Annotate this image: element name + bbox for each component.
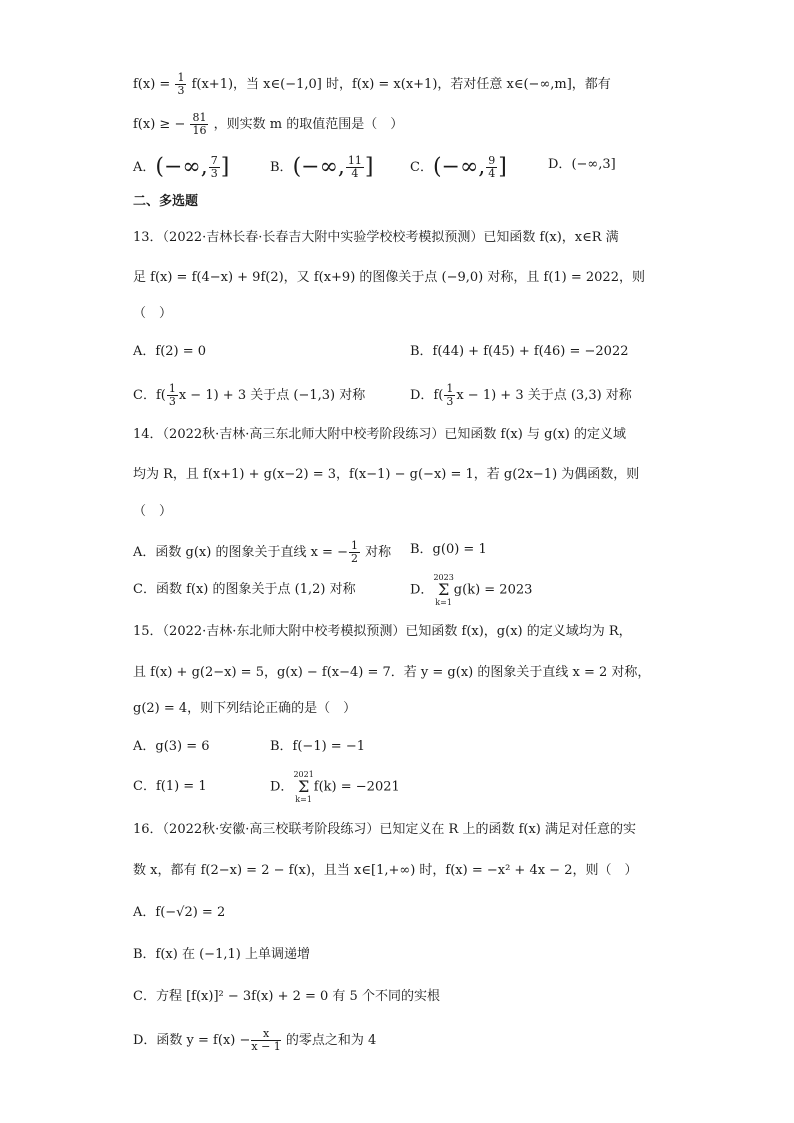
option-pre: D．函数 y = f(x) − [133, 1033, 251, 1048]
option-pre: f( [433, 388, 444, 403]
q13-option-d[interactable] [410, 383, 632, 408]
option-post: ] [498, 154, 507, 180]
q12-option-d[interactable] [548, 155, 616, 175]
option-pre: A．函数 g(x) 的图象关于直线 x = − [133, 545, 348, 560]
frac-den: 3 [210, 167, 218, 180]
q13-option-c[interactable] [133, 383, 365, 408]
option-post: 对称 [360, 545, 392, 560]
q12-fraction-2 [190, 112, 208, 137]
frac-den: 16 [192, 124, 207, 137]
sum-lower: k=1 [435, 598, 452, 607]
summation-sign [433, 573, 453, 607]
q14-option-a[interactable] [133, 540, 391, 565]
option-fraction [349, 540, 360, 565]
option-post: f(k) = −2021 [313, 779, 400, 795]
option-label: A． [133, 160, 156, 175]
q16-option-b[interactable]: B．f(x) 在 (−1,1) 上单调递增 [133, 947, 310, 962]
frac-den: 3 [446, 395, 454, 408]
q13-option-a[interactable]: A．f(2) = 0 [133, 344, 207, 359]
option-label: D． [548, 157, 572, 172]
frac-den: 2 [350, 552, 358, 565]
summation-sign [293, 770, 313, 804]
option-post: x − 1) + 3 关于点 (−1,3) 对称 [178, 388, 366, 403]
option-post: ] [364, 154, 374, 180]
sigma-icon: Σ [297, 777, 310, 796]
q12-line2-b: ，则实数 m 的取值范围是（ ） [213, 117, 404, 132]
option-fraction [346, 155, 364, 180]
q15-option-b[interactable]: B．f(−1) = −1 [270, 739, 365, 754]
frac-num: 1 [177, 71, 185, 84]
q12-fraction-1 [175, 72, 186, 97]
option-post: ] [220, 154, 230, 180]
frac-num: 81 [192, 111, 207, 124]
option-label: D． [410, 388, 434, 403]
sum-lower: k=1 [295, 795, 312, 804]
option-fraction [444, 383, 455, 408]
option-fraction [209, 155, 220, 180]
frac-den: 4 [488, 167, 496, 180]
q12-option-a[interactable] [133, 155, 229, 180]
q15-line-2: 且 f(x) + g(2−x) = 5，g(x) − f(x−4) = 7．若 y = g(x) 的图象关于直线 x = 2 对称， [133, 665, 651, 680]
frac-num: x [251, 1028, 280, 1041]
q12-line1-b: f(x+1)，当 x∈(−1,0] 时，f(x) = x(x+1)，若对任意 x∈(−∞,m]，都有 [191, 77, 611, 92]
q15-option-d[interactable] [270, 770, 400, 804]
option-fraction [167, 383, 178, 408]
frac-den: 3 [168, 395, 176, 408]
q13-line-3: （ ） [133, 306, 173, 321]
q14-option-d[interactable] [410, 573, 532, 607]
option-label: C． [410, 160, 433, 175]
section-title: 二、多选题 [133, 194, 199, 209]
sum-upper: 2023 [433, 573, 454, 582]
sum-upper: 2021 [293, 770, 314, 779]
option-label: D． [270, 779, 294, 795]
frac-num: 1 [350, 539, 358, 552]
frac-num: 11 [347, 154, 362, 167]
option-label: D． [410, 582, 434, 598]
q14-line-1: 14．（2022秋·吉林·高三东北师大附中校考阶段练习）已知函数 f(x) 与 g(x) 的定义域 [133, 427, 627, 442]
q16-option-d[interactable] [133, 1028, 376, 1053]
option-post: x − 1) + 3 关于点 (3,3) 对称 [456, 388, 632, 403]
q14-line-2: 均为 R，且 f(x+1) + g(x−2) = 3，f(x−1) − g(−x) = 1，若 g(2x−1) 为偶函数，则 [133, 467, 640, 482]
option-pre: (−∞, [432, 154, 486, 180]
q13-line-1: 13．（2022·吉林长春·长春吉大附中实验学校校考模拟预测）已知函数 f(x)，x∈R 满 [133, 230, 619, 245]
option-fraction [251, 1028, 280, 1053]
q16-line-2: 数 x，都有 f(2−x) = 2 − f(x)，且当 x∈[1,+∞) 时，f(x) = −x² + 4x − 2，则（ ） [133, 863, 638, 878]
frac-num: 1 [446, 382, 454, 395]
q12-line-2 [133, 112, 403, 137]
q14-line-3: （ ） [133, 504, 173, 519]
option-post: g(k) = 2023 [453, 582, 533, 598]
frac-num: 1 [168, 382, 176, 395]
option-fraction [486, 155, 497, 180]
option-post: 的零点之和为 4 [281, 1033, 377, 1048]
option-pre: f( [155, 388, 166, 403]
q15-option-a[interactable]: A．g(3) = 6 [133, 739, 210, 754]
q14-option-b[interactable]: B．g(0) = 1 [410, 542, 487, 557]
frac-den: 3 [177, 84, 185, 97]
frac-den: x − 1 [251, 1040, 281, 1053]
frac-den: 4 [351, 167, 359, 180]
option-pre: (−∞, [155, 154, 208, 180]
q16-line-1: 16．（2022秋·安徽·高三校联考阶段练习）已知定义在 R 上的函数 f(x) 满足对任意的实 [133, 822, 636, 837]
q15-line-1: 15．（2022·吉林·东北师大附中校考模拟预测）已知函数 f(x)，g(x) 的定义域均为 R， [133, 624, 632, 639]
option-pre: (−∞, [292, 154, 345, 180]
q12-line2-a: f(x) ≥ − [133, 117, 186, 132]
frac-num: 7 [210, 154, 218, 167]
q16-option-a[interactable]: A．f(−√2) = 2 [133, 905, 226, 920]
q12-option-b[interactable] [270, 155, 374, 180]
q15-option-c[interactable]: C．f(1) = 1 [133, 779, 207, 794]
q13-line-2: 足 f(x) = f(4−x) + 9f(2)，又 f(x+9) 的图像关于点 (−9,0) 对称，且 f(1) = 2022，则 [133, 270, 645, 285]
q12-line-1 [133, 72, 611, 97]
option-text: (−∞,3] [571, 157, 616, 172]
option-label: B． [270, 160, 293, 175]
q14-option-c[interactable]: C．函数 f(x) 的图象关于点 (1,2) 对称 [133, 582, 356, 597]
frac-num: 9 [488, 154, 496, 167]
sigma-icon: Σ [437, 580, 450, 599]
q15-line-3: g(2) = 4，则下列结论正确的是（ ） [133, 701, 357, 716]
q12-option-c[interactable] [410, 155, 507, 180]
q16-option-c[interactable]: C．方程 [f(x)]² − 3f(x) + 2 = 0 有 5 个不同的实根 [133, 989, 440, 1004]
q13-option-b[interactable]: B．f(44) + f(45) + f(46) = −2022 [410, 344, 629, 359]
q12-line1-a: f(x) = [133, 77, 171, 92]
option-label: C． [133, 388, 156, 403]
